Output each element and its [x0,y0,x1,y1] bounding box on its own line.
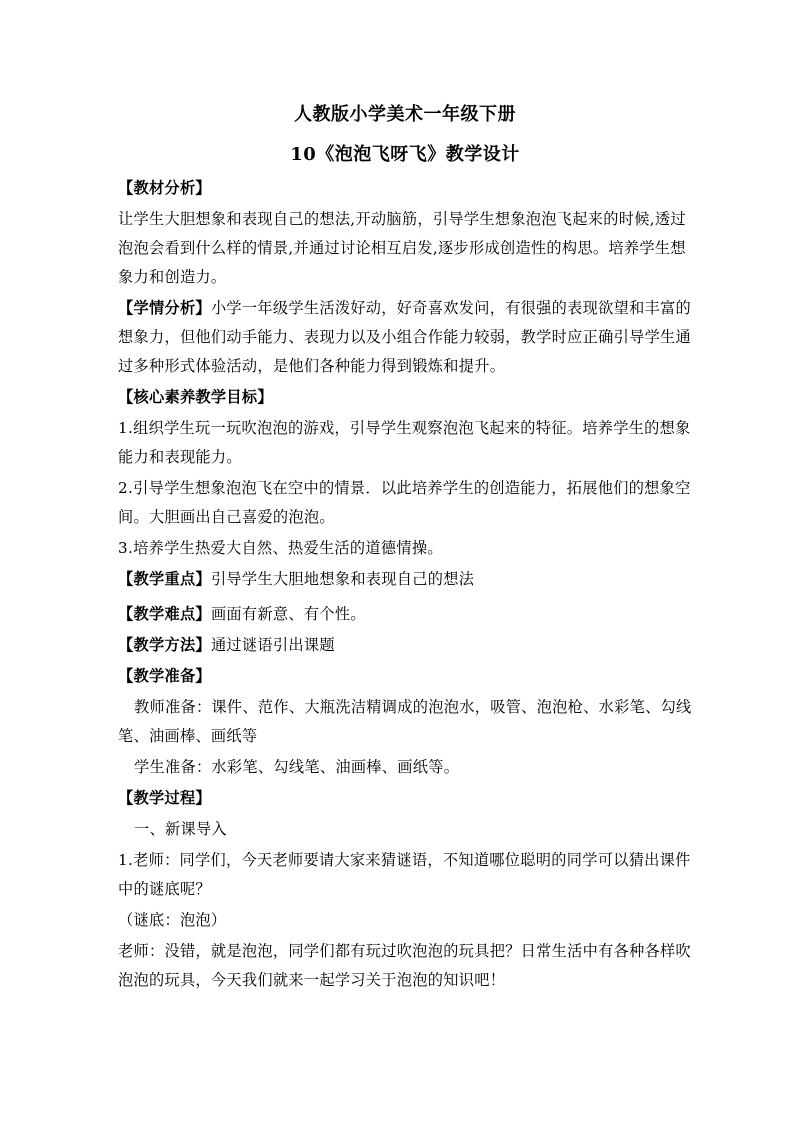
lesson-title: 10《泡泡飞呀飞》教学设计 [290,144,520,165]
section-heading-process [118,784,692,813]
textbook-analysis-heading: 【教材分析】 [118,179,211,197]
goal-item-1: 1.组织学生玩一玩吹泡泡的游戏，引导学生观察泡泡飞起来的特征。培养学生的想象能力和表现能力。 [118,419,691,466]
goals-heading: 【核心素养教学目标】 [118,388,273,406]
goal-item-2: 2.引导学生想象泡泡飞在空中的情景．以此培养学生的创造能力，拓展他们的想象空间。大胆画出自己喜爱的泡泡。 [118,479,691,526]
method-heading: 【教学方法】 [118,636,211,654]
preparation-heading: 【教学准备】 [118,667,211,685]
difficulty-paragraph [118,600,692,629]
method-paragraph [118,631,692,660]
student-preparation-text: 学生准备：水彩笔、勾线笔、油画棒、画纸等。 [134,758,460,776]
difficulty-text: 画面有新意、有个性。 [210,605,366,623]
difficulty-heading: 【教学难点】 [118,605,211,623]
textbook-analysis-text: 让学生大胆想象和表现自己的想法,开动脑筋，引导学生想象泡泡飞起来的时候,透过泡泡会看到什么样的情景,并通过讨论相互启发,逐步形成创造性的构思。培养学生想象力和创造力。 [118,210,686,286]
riddle-answer: （谜底：泡泡） [118,911,227,929]
key-point-heading: 【教学重点】 [118,570,211,588]
document-title: 人教版小学美术一年级下册 [294,104,516,125]
key-point-paragraph [118,565,692,594]
section-heading-goals [118,383,692,412]
document-body [118,100,692,997]
key-point-text: 引导学生大胆地想象和表现自己的想法 [210,570,475,588]
section-heading-preparation [118,662,692,691]
student-analysis-heading: 【学情分析】 [118,299,211,317]
student-analysis-paragraph [118,294,692,381]
teacher-reply: 老师：没错，就是泡泡，同学们都有玩过吹泡泡的玩具把？日常生活中有各种各样吹泡泡的玩具，今天我们就来一起学习关于泡泡的知识吧！ [118,942,692,989]
process-heading: 【教学过程】 [118,789,211,807]
method-text: 通过谜语引出课题 [210,636,335,654]
goal-item-3: 3.培养学生热爱大自然、热爱生活的道德情操。 [118,539,443,557]
student-analysis-text: 小学一年级学生活泼好动，好奇喜欢发问，有很强的表现欲望和丰富的想象力，但他们动手能力、表现力以及小组合作能力较弱，教学时应正确引导学生通过多种形式体验活动，是他们各种能力得到锻炼和提升。 [118,299,692,375]
process-part-1: 一、新课导入 [134,820,227,838]
process-step-1: 1.老师：同学们，今天老师要请大家来猜谜语，不知道哪位聪明的同学可以猜出课件中的谜底呢？ [118,851,691,898]
teacher-preparation-text: 教师准备：课件、范作、大瓶洗洁精调成的泡泡水，吸管、泡泡枪、水彩笔、勾线笔、油画棒、画纸等 [118,698,692,745]
section-heading-textbook-analysis [118,174,692,203]
